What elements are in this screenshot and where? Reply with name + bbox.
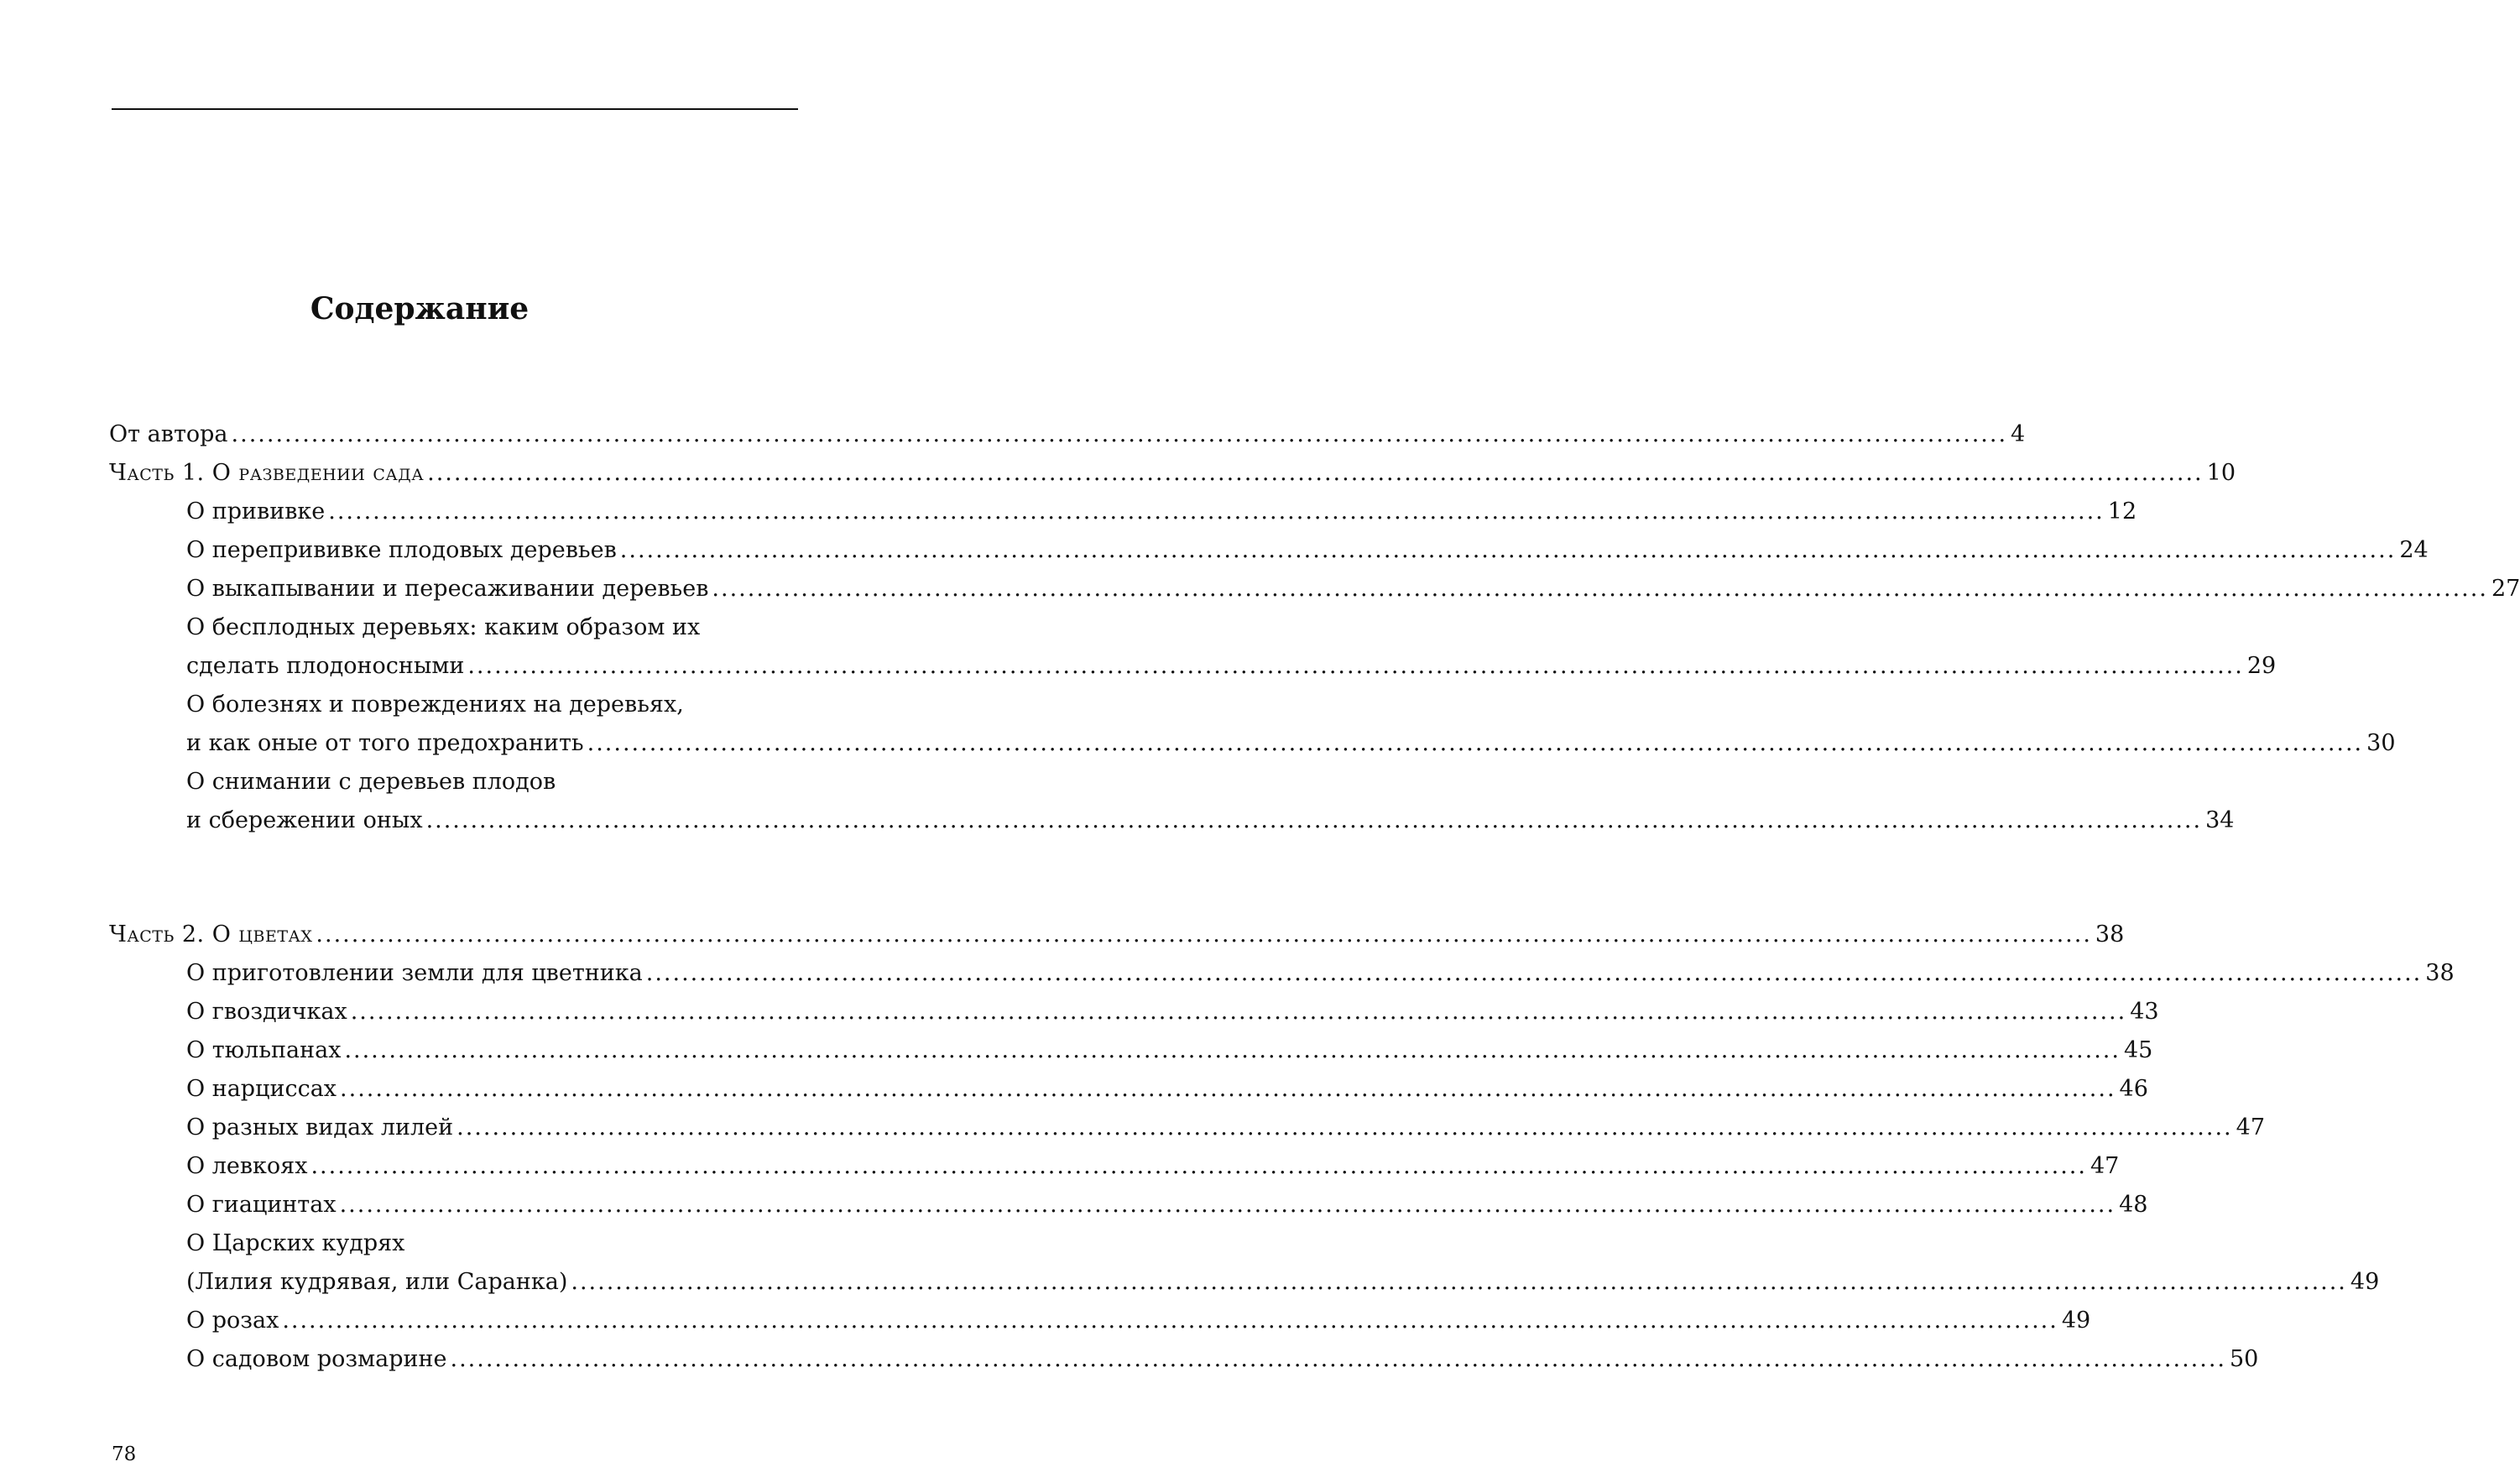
toc-entry-page: 49 [2061,1308,2091,1334]
toc-entry-barren-line1: О бесплодных деревьях: каким образом их [186,614,701,640]
toc-entry-label: О нарциссах [186,1076,337,1102]
toc-entry-harvest[interactable] [109,801,2235,840]
page-number: 78 [112,1443,137,1465]
toc-entry-page: 45 [2123,1037,2153,1063]
toc-entry-hyacinths[interactable] [109,1186,2148,1224]
toc-section-part2 [109,916,2455,1379]
toc-entry-page: 49 [2350,1269,2380,1295]
toc-entry-carnations[interactable] [109,993,2159,1031]
toc-leader-dots: ........................................................................................................................................................................................................ [467,653,2244,679]
toc-section-part1 [109,415,2520,840]
toc-entry-label: От автора [109,421,228,447]
toc-leader-dots: ........................................................................................................................................................................................................ [571,1269,2347,1295]
toc-leader-dots: ........................................................................................................................................................................................................ [328,498,2105,525]
toc-leader-dots: ........................................................................................................................................................................................................ [310,1153,2087,1179]
toc-entry-label: сделать плодоносными [186,653,465,679]
header-rule [112,108,798,110]
toc-entry-narcissi[interactable] [109,1070,2148,1109]
toc-entry-label: и как оные от того предохранить [186,730,584,756]
toc-entry-page: 38 [2425,960,2455,986]
toc-entry-label: О приготовлении земли для цветника [186,960,643,986]
toc-entry-page: 38 [2095,921,2125,947]
toc-entry-label: и сбережении оных [186,807,423,833]
toc-part-label: Часть 1. О разведении сада [109,460,425,486]
toc-leader-dots: ........................................................................................................................................................................................................ [231,421,2008,447]
toc-leader-dots: ........................................................................................................................................................................................................ [425,807,2203,833]
toc-entry-tulips[interactable] [109,1031,2153,1070]
toc-entry-part2[interactable] [109,916,2125,954]
toc-entry-transplanting[interactable] [109,570,2520,608]
toc-entry-page: 48 [2119,1192,2148,1218]
toc-entry-label: О тюльпанах [186,1037,342,1063]
toc-entry-diseases-line1: О болезнях и повреждениях на деревьях, [186,692,684,718]
toc-leader-dots: ........................................................................................................................................................................................................ [427,460,2204,486]
toc-entry-barren[interactable] [109,647,2277,686]
toc-leader-dots: ........................................................................................................................................................................................................ [316,921,2092,947]
toc-entry-soil[interactable] [109,954,2455,993]
toc-entry-page: 34 [2205,807,2235,833]
toc-entry-label: О левкоях [186,1153,308,1179]
toc-entry-page: 47 [2090,1153,2120,1179]
toc-leader-dots: ........................................................................................................................................................................................................ [645,960,2423,986]
toc-entry-page: 29 [2246,653,2277,679]
toc-leader-dots: ........................................................................................................................................................................................................ [619,537,2397,563]
toc-entry-label: О прививке [186,498,326,525]
toc-entry-label: О разных видах лилей [186,1114,454,1141]
toc-entry-label: О розах [186,1308,279,1334]
toc-entry-page: 30 [2366,730,2396,756]
toc-entry-stocks[interactable] [109,1147,2120,1186]
toc-entry-page: 4 [2011,421,2026,447]
toc-entry-diseases[interactable] [109,724,2396,763]
toc-leader-dots: ........................................................................................................................................................................................................ [282,1308,2058,1334]
toc-entry-label: (Лилия кудрявая, или Саранка) [186,1269,568,1295]
toc-entry-page: 10 [2206,460,2236,486]
toc-leader-dots: ........................................................................................................................................................................................................ [712,576,2488,602]
toc-leader-dots: ........................................................................................................................................................................................................ [339,1192,2116,1218]
toc-entry-label: О перепрививке плодовых деревьев [186,537,617,563]
toc-leader-dots: ........................................................................................................................................................................................................ [457,1114,2233,1141]
toc-entry-martagon-line1: О Царских кудрях [186,1230,405,1256]
toc-entry-harvest-line1: О снимании с деревьев плодов [186,769,556,795]
toc-leader-dots: ........................................................................................................................................................................................................ [350,999,2127,1025]
toc-leader-dots: ........................................................................................................................................................................................................ [587,730,2364,756]
toc-entry-label: О садовом розмарине [186,1346,447,1372]
toc-entry-label: О гиацинтах [186,1192,337,1218]
toc-entry-part1[interactable] [109,454,2236,493]
toc-entry-roses[interactable] [109,1302,2091,1340]
page-title: Содержание [310,291,530,326]
toc-entry-page: 50 [2230,1346,2259,1372]
toc-entry-regrafting[interactable] [109,531,2429,570]
toc-entry-page: 24 [2399,537,2429,563]
toc-leader-dots: ........................................................................................................................................................................................................ [450,1346,2226,1372]
toc-entry-page: 12 [2107,498,2137,525]
toc-part-label: Часть 2. О цветах [109,921,313,947]
toc-entry-label: О гвоздичках [186,999,347,1025]
toc-leader-dots: ........................................................................................................................................................................................................ [340,1076,2116,1102]
toc-entry-page: 47 [2236,1114,2265,1141]
toc-entry-lilies[interactable] [109,1109,2265,1147]
toc-entry-page: 46 [2119,1076,2148,1102]
toc-entry-page: 43 [2130,999,2159,1025]
toc-entry-rosemary[interactable] [109,1340,2259,1379]
toc-entry-grafting[interactable] [109,493,2137,531]
toc-entry-label: О выкапывании и пересаживании деревьев [186,576,709,602]
toc-leader-dots: ........................................................................................................................................................................................................ [344,1037,2121,1063]
toc-entry-page: 27 [2491,576,2520,602]
toc-entry-intro[interactable] [109,415,2026,454]
toc-entry-martagon[interactable] [109,1263,2380,1302]
